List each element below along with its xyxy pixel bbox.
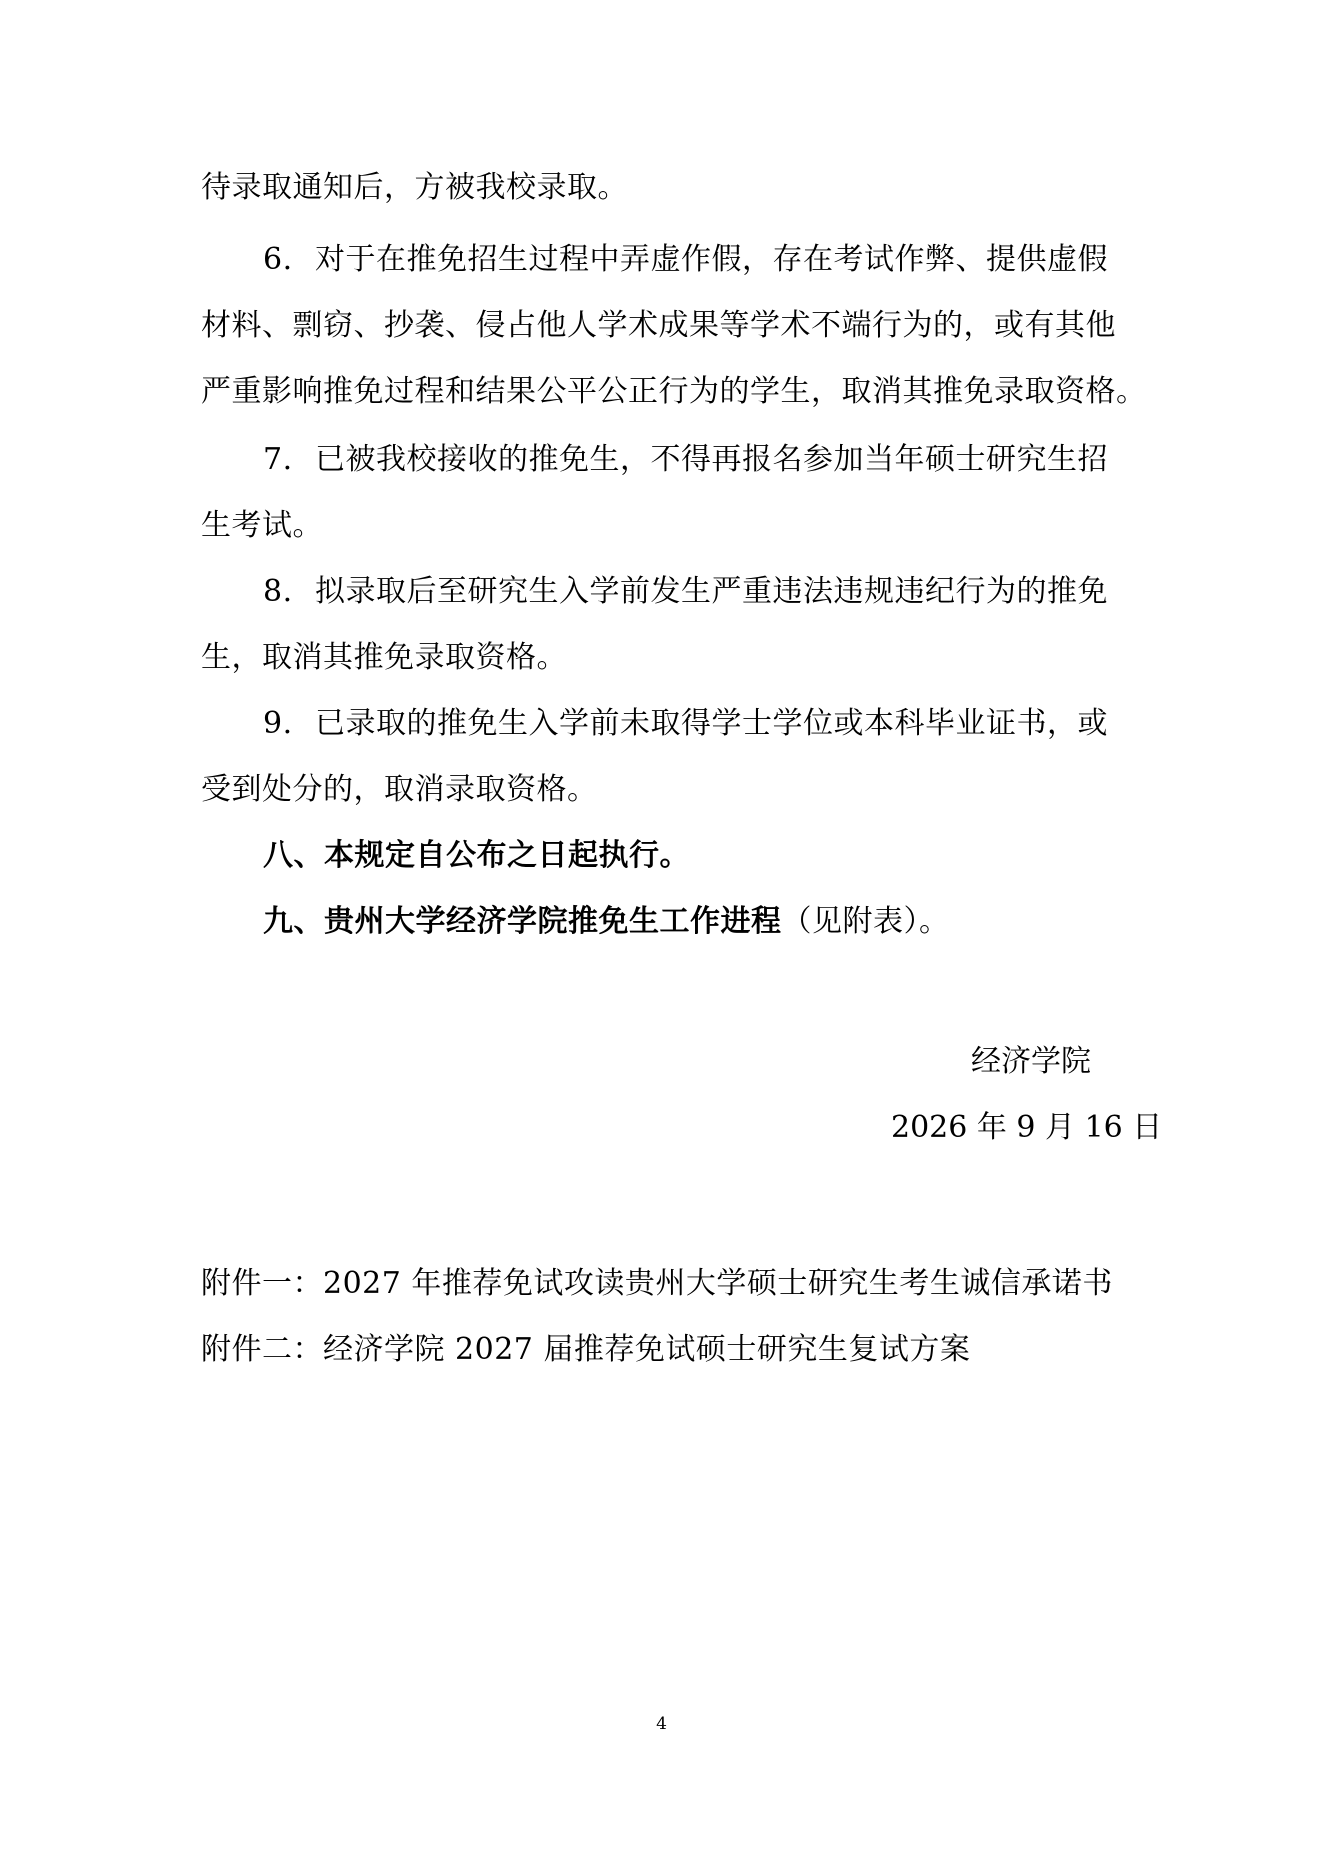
- page-number: 4: [656, 1714, 667, 1734]
- item-6-line-3: 严重影响推免过程和结果公平公正行为的学生，取消其推免录取资格。: [201, 374, 1147, 409]
- signature-org: 经济学院: [971, 1044, 1091, 1079]
- section-9-title: 九、贵州大学经济学院推免生工作进程: [263, 904, 782, 939]
- paragraph-continuation: 待录取通知后，方被我校录取。: [201, 170, 628, 205]
- item-9-text-1: 已录取的推免生入学前未取得学士学位或本科毕业证书，或: [315, 706, 1108, 741]
- item-8-line-2: 生，取消其推免录取资格。: [201, 640, 567, 675]
- item-7-line-2: 生考试。: [201, 508, 323, 543]
- item-9-line-1: [263, 704, 1203, 744]
- item-9-number: 9.: [263, 706, 293, 741]
- item-6-line-1: [263, 240, 1203, 280]
- item-8-line-1: [263, 572, 1203, 612]
- section-9-note: （见附表）。: [781, 904, 950, 939]
- item-6-line-2: 材料、剽窃、抄袭、侵占他人学术成果等学术不端行为的，或有其他: [201, 308, 1116, 343]
- attachment-2: 附件二：经济学院 2027 届推荐免试硕士研究生复试方案: [201, 1332, 971, 1367]
- section-9-heading: [263, 902, 1203, 942]
- signature-date: 2026 年 9 月 16 日: [891, 1110, 1163, 1145]
- item-6-number: 6.: [263, 242, 293, 277]
- attachment-1: 附件一：2027 年推荐免试攻读贵州大学硕士研究生考生诚信承诺书: [201, 1266, 1113, 1301]
- item-9-line-2: 受到处分的，取消录取资格。: [201, 772, 598, 807]
- section-8-heading: 八、本规定自公布之日起执行。: [263, 838, 690, 873]
- item-7-line-1: [263, 440, 1203, 480]
- item-6-text-1: 对于在推免招生过程中弄虚作假，存在考试作弊、提供虚假: [315, 242, 1108, 277]
- item-7-number: 7.: [263, 442, 293, 477]
- item-8-text-1: 拟录取后至研究生入学前发生严重违法违规违纪行为的推免: [315, 574, 1108, 609]
- item-8-number: 8.: [263, 574, 293, 609]
- item-7-text-1: 已被我校接收的推免生，不得再报名参加当年硕士研究生招: [315, 442, 1108, 477]
